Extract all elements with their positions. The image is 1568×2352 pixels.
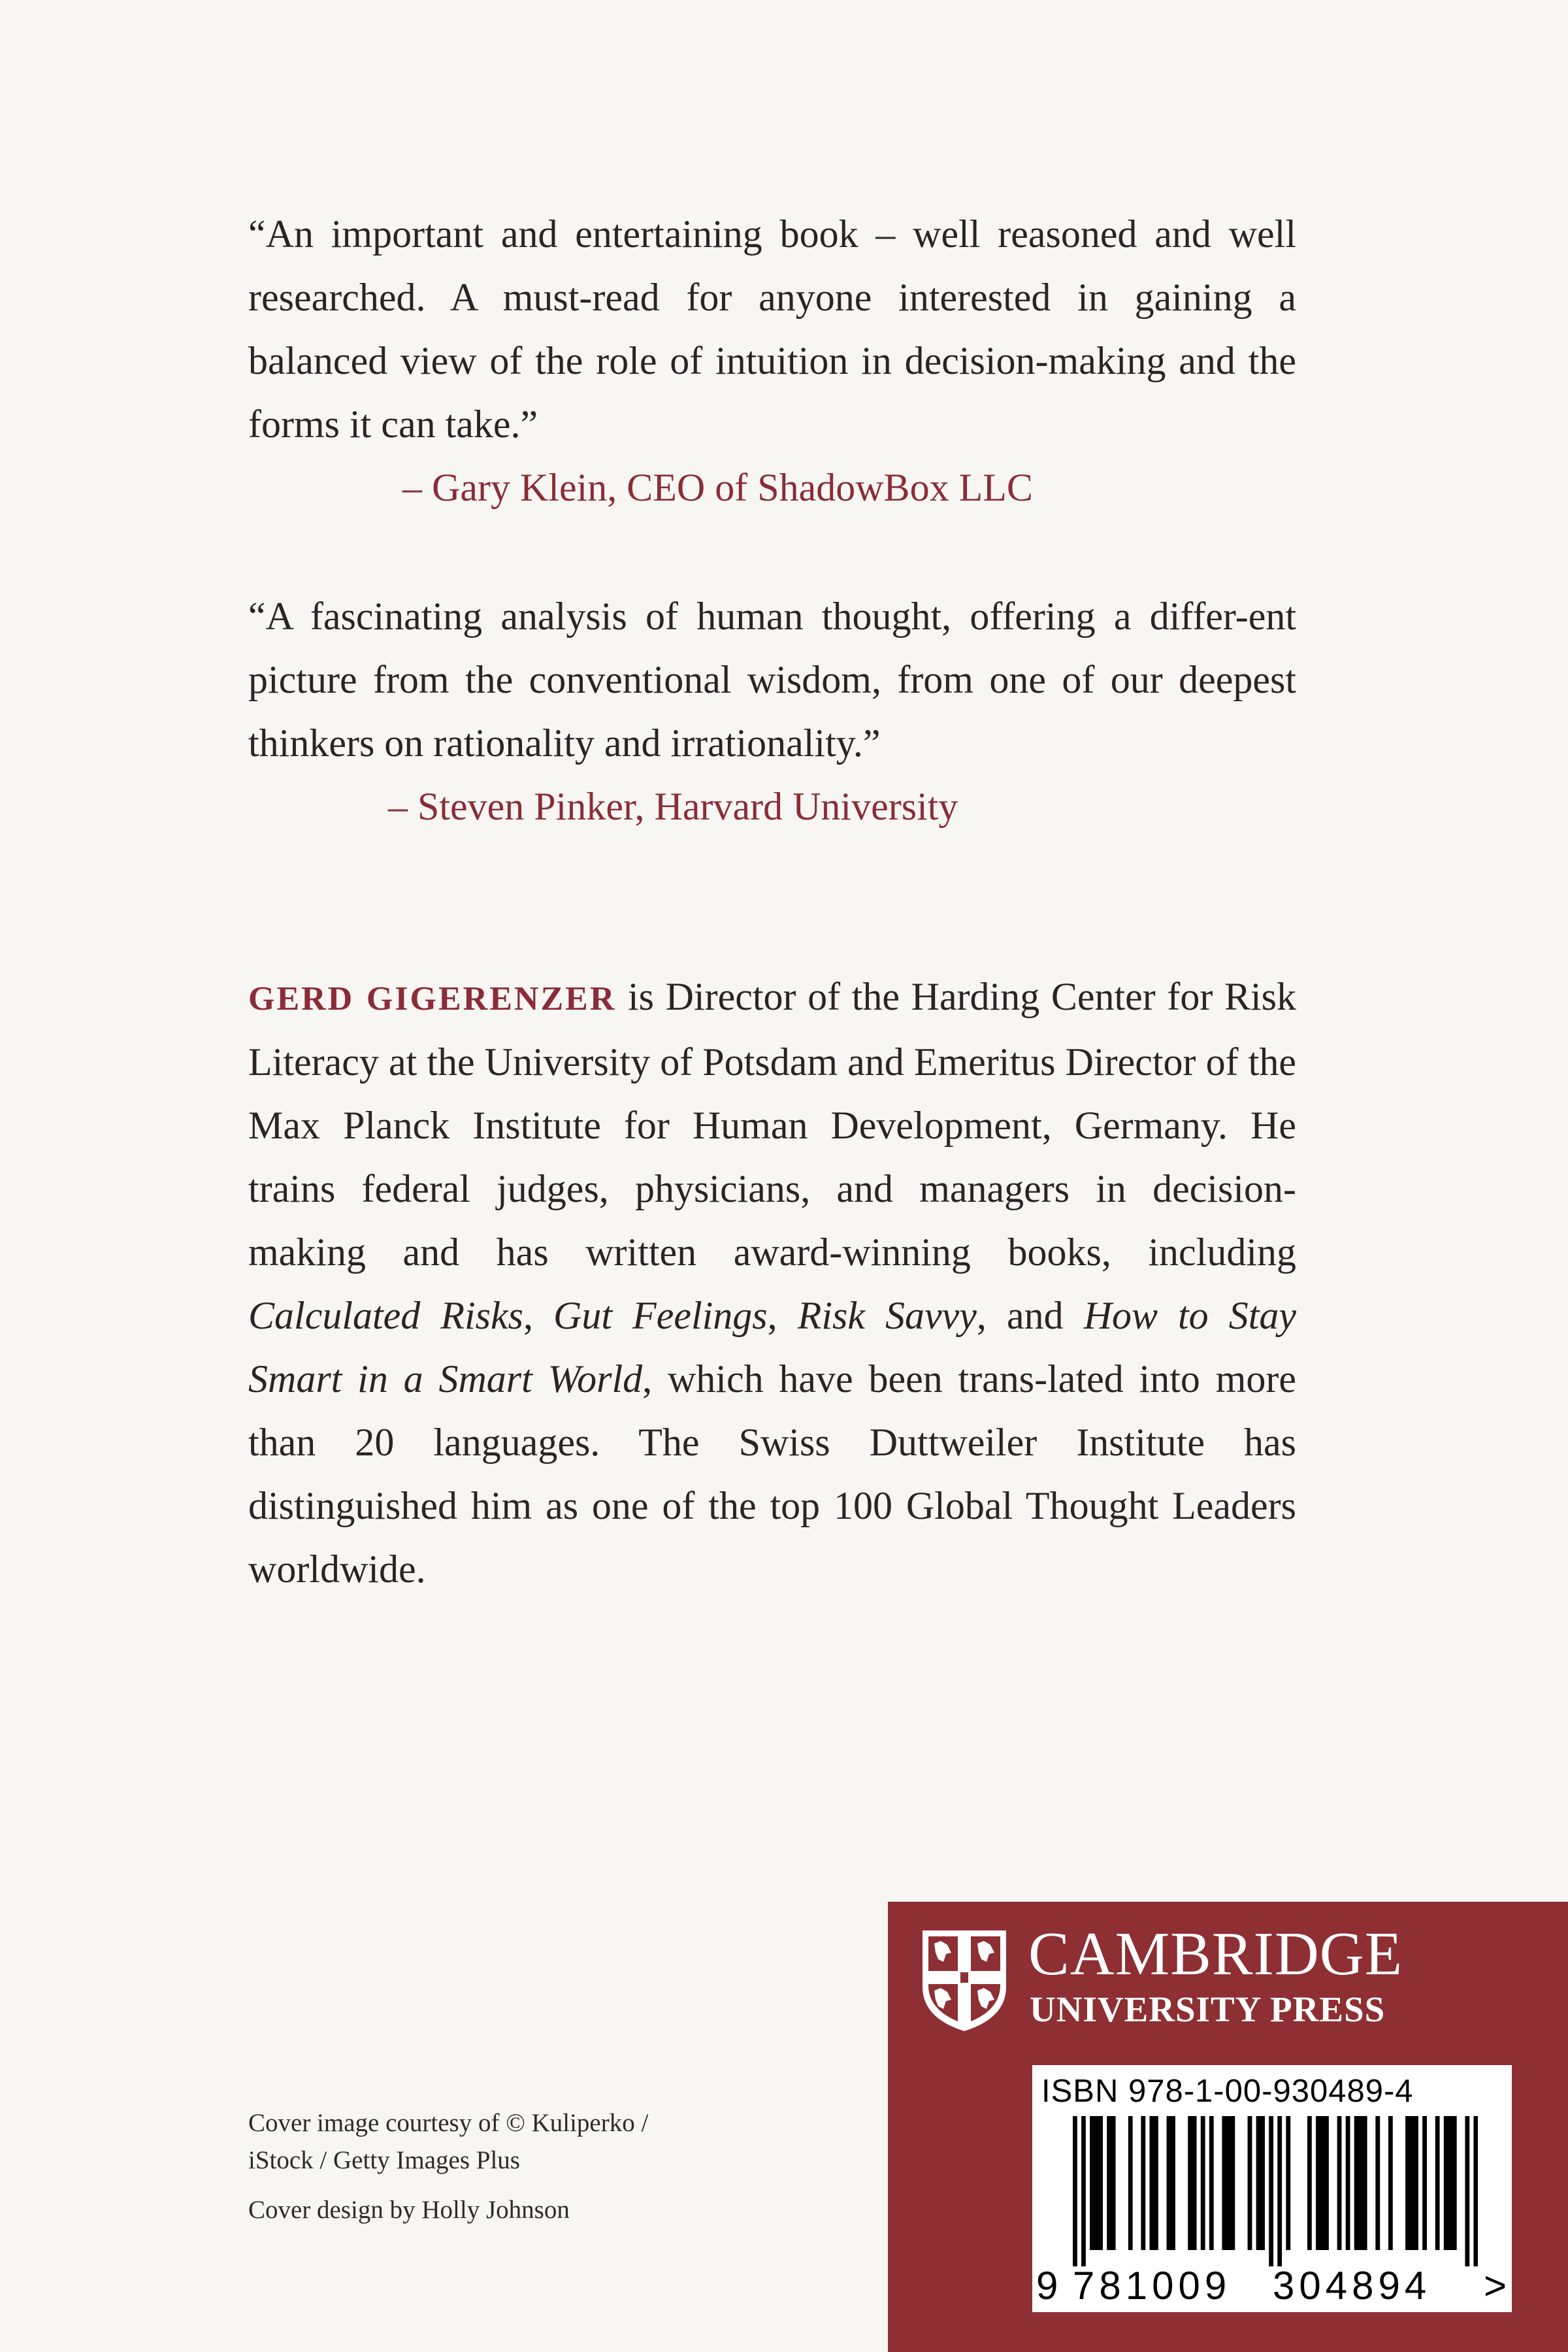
- barcode-bar: [1260, 2116, 1265, 2250]
- isbn-label: ISBN 978-1-00-930489-4: [1041, 2074, 1414, 2109]
- bio-part: , which have been trans-lated into more than 20 languages. The Swiss Duttweiler Institute has distinguished him as one of the top 100 Global Thought Leaders worldwide.: [248, 1357, 1296, 1591]
- book-title: Gut Feelings: [553, 1294, 768, 1337]
- barcode-bar: [1081, 2116, 1086, 2266]
- barcode-bar: [1277, 2116, 1282, 2266]
- barcode-bar: [1375, 2116, 1380, 2250]
- barcode-bar: [1320, 2116, 1325, 2250]
- barcode-bar: [1171, 2116, 1175, 2250]
- barcode-digit-first: 9: [1036, 2264, 1058, 2308]
- barcode-bar: [1465, 2116, 1469, 2266]
- image-credit-line: Cover image courtesy of © Kuliperko /: [248, 2109, 649, 2137]
- barcode-digits-left: 781009: [1073, 2264, 1232, 2308]
- barcode-bar: [1444, 2116, 1448, 2250]
- bio-separator: ,: [767, 1294, 798, 1337]
- quote-attribution: – Gary Klein, CEO of ShadowBox LLC: [402, 466, 1033, 509]
- barcode-bar: [1094, 2116, 1099, 2250]
- barcode-bar: [1363, 2116, 1367, 2250]
- design-credit: Cover design by Holly Johnson: [248, 2196, 570, 2224]
- cambridge-crest-icon: [919, 1927, 1010, 2034]
- bio-part: is Director of the Harding Center for Risk Literacy at the University of Potsdam and Emeritus Director of the Max Planck Institute for Human Development, Germany. He trains federal judges, physicians, and managers in decision-making and has written award-winning books, including: [248, 975, 1296, 1274]
- barcode-bar: [1154, 2116, 1158, 2250]
- barcode-bar: [1226, 2116, 1231, 2250]
- barcode-bar: [1256, 2116, 1261, 2250]
- barcode-bar: [1414, 2116, 1418, 2250]
- barcode-bar: [1128, 2116, 1133, 2250]
- quote-block-klein: [248, 203, 1296, 520]
- author-bio-text: [248, 965, 1296, 1601]
- barcode-bar: [1248, 2116, 1252, 2250]
- barcode-bar: [1286, 2116, 1290, 2250]
- publisher-panel: [888, 1902, 1568, 2352]
- bio-separator: , and: [976, 1294, 1084, 1337]
- barcode-bar: [1435, 2116, 1440, 2250]
- barcode-bar: [1316, 2116, 1320, 2250]
- barcode-bar: [1410, 2116, 1414, 2250]
- barcode-bar: [1141, 2116, 1145, 2250]
- publisher-subname: UNIVERSITY PRESS: [1030, 1989, 1386, 2029]
- barcode-bar: [1473, 2116, 1478, 2266]
- barcode-bar: [1388, 2116, 1393, 2250]
- bio-separator: ,: [523, 1294, 554, 1337]
- barcode-bar: [1230, 2116, 1235, 2250]
- barcode-bar: [1073, 2116, 1077, 2266]
- barcode-bar: [1201, 2116, 1205, 2250]
- book-title: Risk Savvy: [797, 1294, 977, 1337]
- isbn-barcode: [1032, 2065, 1512, 2312]
- barcode-bar: [1098, 2116, 1103, 2250]
- barcode-bar: [1307, 2116, 1312, 2250]
- book-title: Calculated Risks: [248, 1294, 523, 1337]
- barcode-bars: [1073, 2116, 1478, 2266]
- barcode-bar: [1452, 2116, 1457, 2250]
- publisher-name: CAMBRIDGE: [1028, 1920, 1403, 1988]
- barcode-bar: [1149, 2116, 1154, 2250]
- barcode-bar: [1346, 2116, 1350, 2250]
- barcode-bar: [1111, 2116, 1116, 2250]
- author-name: GERD GIGERENZER: [248, 980, 617, 1018]
- quote-attribution: – Steven Pinker, Harvard University: [388, 785, 958, 828]
- barcode-digits-right: 304894: [1273, 2264, 1431, 2308]
- barcode-bar: [1422, 2116, 1427, 2250]
- barcode-bar: [1448, 2116, 1452, 2250]
- barcode-bar: [1192, 2116, 1197, 2250]
- barcode-bar: [1269, 2116, 1273, 2266]
- barcode-arrow: >: [1484, 2264, 1507, 2308]
- author-bio: [248, 965, 1296, 1601]
- book-title: How to Stay Smart in a Smart World: [248, 1294, 1297, 1400]
- barcode-bar: [1107, 2116, 1111, 2250]
- barcode-bar: [1209, 2116, 1214, 2250]
- barcode-bar: [1405, 2116, 1410, 2250]
- barcode-bar: [1222, 2116, 1226, 2250]
- barcode-bar: [1354, 2116, 1359, 2250]
- quote-text: “A fascinating analysis of human thought, offering a differ-ent picture from the conventional wisdom, from one of our deepest thinkers on rationality and irrationality.”: [248, 595, 1296, 765]
- quote-block-pinker: [248, 585, 1296, 838]
- image-credit-line: iStock / Getty Images Plus: [248, 2146, 520, 2174]
- barcode-bar: [1324, 2116, 1329, 2250]
- barcode-bar: [1090, 2116, 1094, 2250]
- barcode-bar: [1167, 2116, 1171, 2250]
- cover-credits: [248, 2104, 758, 2228]
- quote-text: “An important and entertaining book – well reasoned and well researched. A must-read for anyone interested in gaining a balanced view of the role of intuition in decision-making and the forms it can take.”: [248, 212, 1296, 446]
- barcode-bar: [1337, 2116, 1342, 2250]
- barcode-bar: [1358, 2116, 1363, 2250]
- barcode-bar: [1188, 2116, 1192, 2250]
